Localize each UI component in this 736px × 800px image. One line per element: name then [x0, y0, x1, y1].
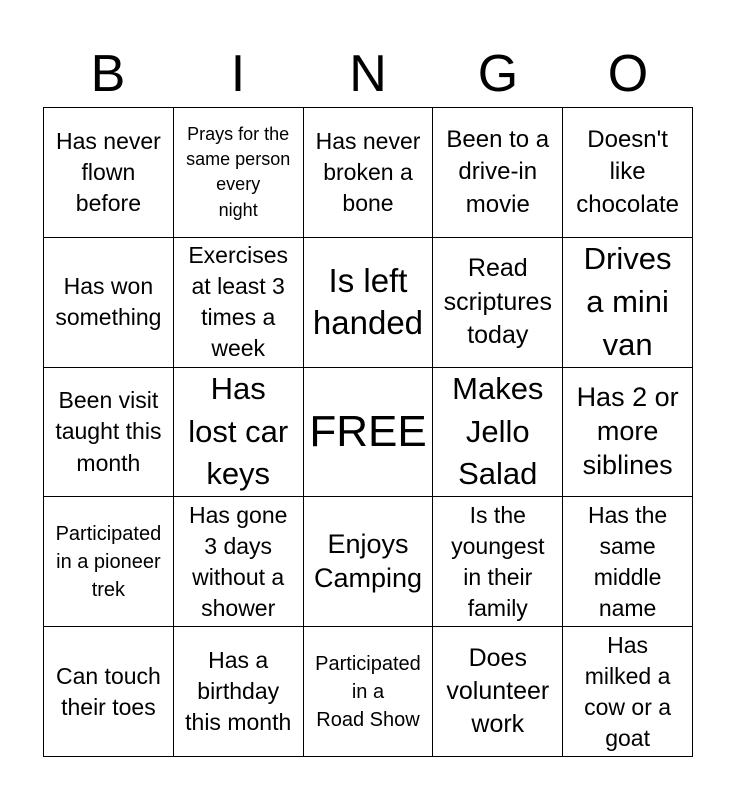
- cell-text: Has never broken a bone: [315, 127, 421, 216]
- header-letter-n: N: [349, 45, 387, 103]
- cell-text: Has 2 or more siblines: [576, 382, 679, 480]
- bingo-cell[interactable]: [304, 108, 434, 238]
- cell-text: Has never flown before: [55, 127, 161, 216]
- cell-text: Exercises at least 3 times a week: [188, 242, 289, 362]
- bingo-cell[interactable]: [433, 108, 563, 238]
- cell-text: Can touch their toes: [55, 662, 161, 720]
- bingo-cell[interactable]: [174, 627, 304, 757]
- bingo-cell[interactable]: [44, 497, 174, 627]
- free-space-cell[interactable]: [304, 368, 434, 498]
- bingo-cell[interactable]: [174, 368, 304, 498]
- header-letter-i: I: [230, 45, 246, 103]
- bingo-cell[interactable]: [304, 627, 434, 757]
- header-letter-b: B: [90, 45, 126, 103]
- bingo-cell[interactable]: [174, 238, 304, 368]
- header-letter-g: G: [477, 45, 519, 103]
- bingo-cell[interactable]: [433, 368, 563, 498]
- cell-text: Participated in a Road Show: [315, 652, 421, 731]
- bingo-cell[interactable]: [433, 497, 563, 627]
- bingo-cell[interactable]: [563, 368, 693, 498]
- cell-text: Drives a mini van: [583, 241, 672, 362]
- cell-text: Makes Jello Salad: [452, 370, 544, 492]
- cell-text: Has lost car keys: [188, 370, 289, 492]
- bingo-cell[interactable]: [44, 108, 174, 238]
- bingo-cell[interactable]: [563, 108, 693, 238]
- bingo-cell[interactable]: [563, 497, 693, 627]
- bingo-cell[interactable]: [44, 627, 174, 757]
- cell-text: Read scriptures today: [443, 254, 552, 349]
- cell-text: Prays for the same person every night: [186, 124, 291, 220]
- bingo-cell[interactable]: [563, 627, 693, 757]
- bingo-cell[interactable]: [433, 627, 563, 757]
- bingo-cell[interactable]: [174, 108, 304, 238]
- bingo-board: [43, 107, 693, 757]
- cell-text: Does volunteer work: [446, 643, 550, 739]
- cell-text: Has won something: [55, 273, 162, 331]
- cell-text: Has a birthday this month: [185, 647, 292, 736]
- bingo-cell[interactable]: [433, 238, 563, 368]
- cell-text: Has the same middle name: [587, 501, 668, 621]
- cell-text: Is left handed: [312, 261, 424, 342]
- cell-text: Enjoys Camping: [313, 529, 423, 593]
- cell-text: Doesn't like chocolate: [576, 125, 679, 218]
- header-letter-o: O: [607, 45, 649, 103]
- cell-text: Been visit taught this month: [55, 387, 162, 476]
- bingo-cell[interactable]: [174, 497, 304, 627]
- cell-text: Has gone 3 days without a shower: [188, 501, 288, 621]
- cell-text: Participated in a pioneer trek: [55, 522, 162, 601]
- bingo-cell[interactable]: [304, 238, 434, 368]
- bingo-header: [43, 40, 693, 108]
- cell-text: Has milked a cow or a goat: [584, 631, 672, 751]
- bingo-cell[interactable]: [44, 238, 174, 368]
- bingo-cell[interactable]: [44, 368, 174, 498]
- cell-text: Been to a drive-in movie: [446, 125, 550, 218]
- free-space-label: FREE: [309, 406, 427, 456]
- cell-text: Is the youngest in their family: [451, 501, 545, 621]
- bingo-cell[interactable]: [304, 497, 434, 627]
- bingo-cell[interactable]: [563, 238, 693, 368]
